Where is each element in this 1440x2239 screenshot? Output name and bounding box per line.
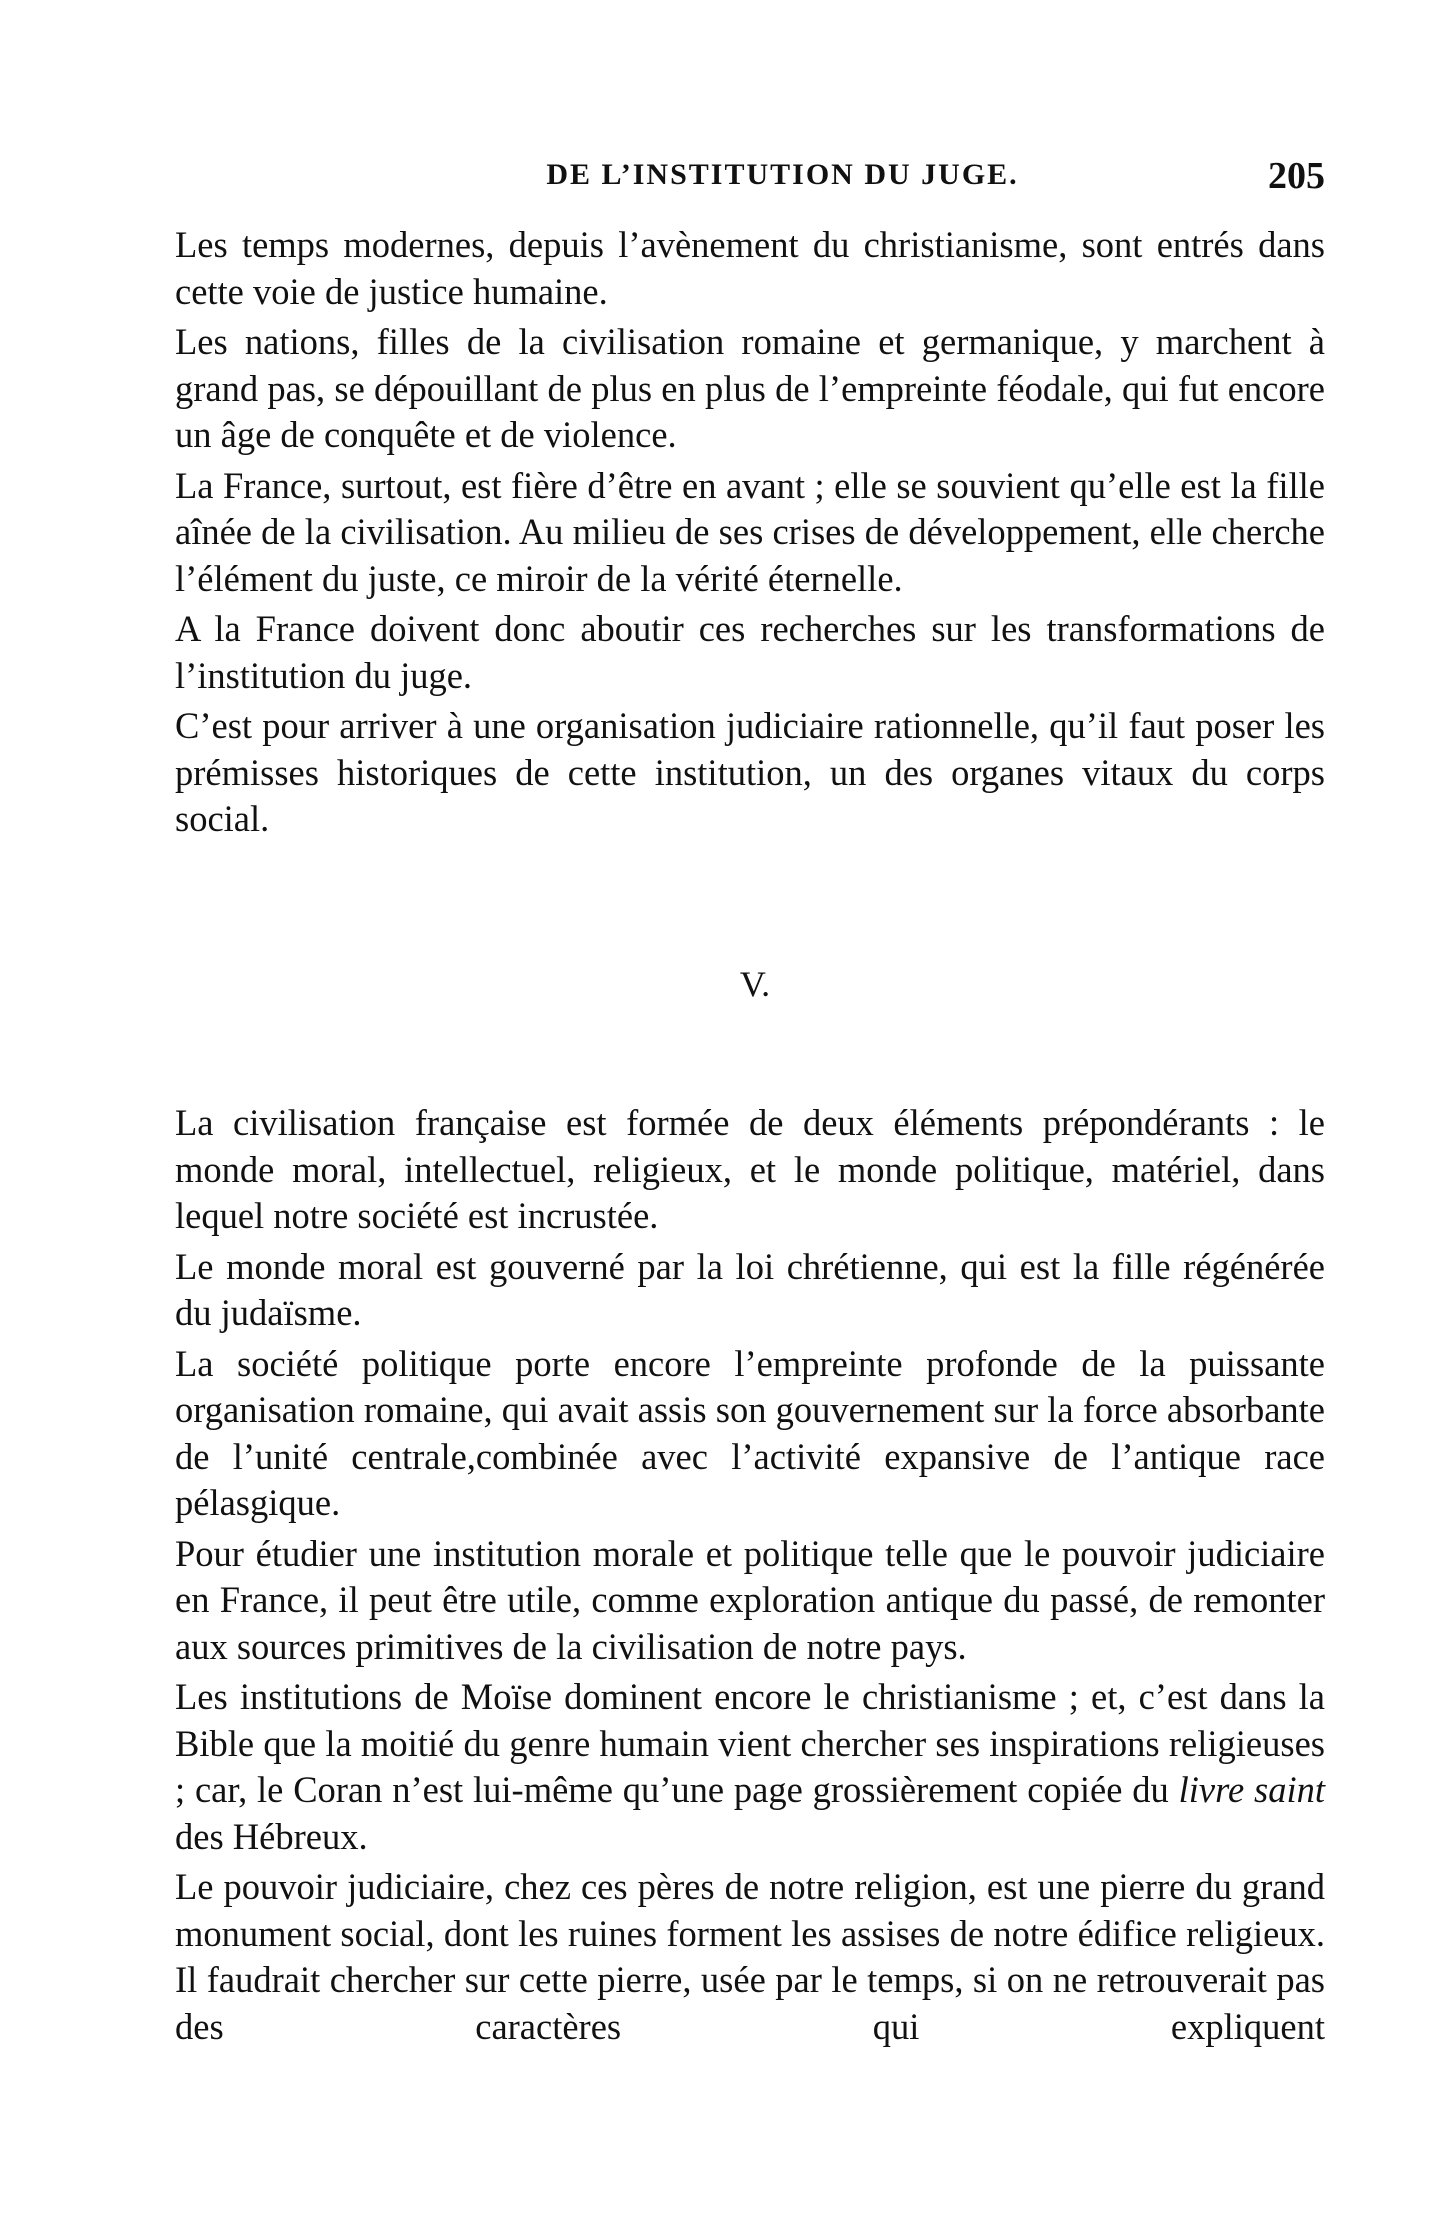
italic-title: livre saint <box>1178 1769 1325 1810</box>
paragraph: La civilisation française est formée de deux éléments prépondérants : le monde moral, intellectuel, religieux, et le monde politique, matériel, dans lequel notre société est incrustée. <box>175 1102 1325 1236</box>
running-title: DE L’INSTITUTION DU JUGE. <box>546 158 1019 191</box>
page-number: 205 <box>1268 155 1325 197</box>
paragraph: Le monde moral est gouverné par la loi chrétienne, qui est la fille régénérée du judaïsme. <box>175 1245 1325 1333</box>
paragraph: A la France doivent donc aboutir ces recherches sur les transformations de l’institution du juge. <box>175 608 1325 696</box>
text-block-section-v <box>175 1100 1325 2054</box>
text-block-intro <box>175 222 1325 847</box>
paragraph-last: Le pouvoir judiciaire, chez ces pères de notre religion, est une pierre du grand monument social, dont les ruines forment les assises de notre édifice religieux. Il faudrait chercher sur cette pierre, usée par le temps, si on ne retrouverait pas des caractères qui expliquent <box>175 1866 1325 2047</box>
paragraph: Les nations, filles de la civilisation romaine et germanique, y marchent à grand pas, se dépouillant de plus en plus de l’empreinte féodale, qui fut encore un âge de conquête et de violence. <box>175 321 1325 455</box>
paragraph: Pour étudier une institution morale et politique telle que le pouvoir judiciaire en France, il peut être utile, comme exploration antique du passé, de remonter aux sources primitives de la civilisation de notre pays. <box>175 1532 1325 1667</box>
paragraph: La société politique porte encore l’empreinte profonde de la puissante organisation romaine, qui avait assis son gouvernement sur la force absorbante de l’unité centrale,combinée avec l’activité expansive de l’antique race pélasgique. <box>175 1342 1325 1523</box>
paragraph: Les temps modernes, depuis l’avènement du christianisme, sont entrés dans cette voie de justice humaine. <box>175 224 1325 312</box>
section-heading: V. <box>739 964 771 1004</box>
paragraph: La France, surtout, est fière d’être en avant ; elle se souvient qu’elle est la fille aînée de la civilisation. Au milieu de ses crises de développement, elle cherche l’élément du juste, ce miroir de la vérité éternelle. <box>175 464 1325 599</box>
text-run: des Hébreux. <box>175 1815 368 1857</box>
text-run: Les institutions de Moïse dominent encore le christianisme ; et, c’est dans la Bible que la moitié du genre humain vient chercher ses inspirations religieuses ; car, le Coran n’est lui-même qu’une page grossièrement copiée du <box>175 1676 1325 1810</box>
running-head <box>180 155 1325 202</box>
paragraph-moise <box>175 1674 1325 1860</box>
paragraph: C’est pour arriver à une organisation judiciaire rationnelle, qu’il faut poser les prémisses historiques de cette institution, un des organes vitaux du corps social. <box>175 705 1325 839</box>
